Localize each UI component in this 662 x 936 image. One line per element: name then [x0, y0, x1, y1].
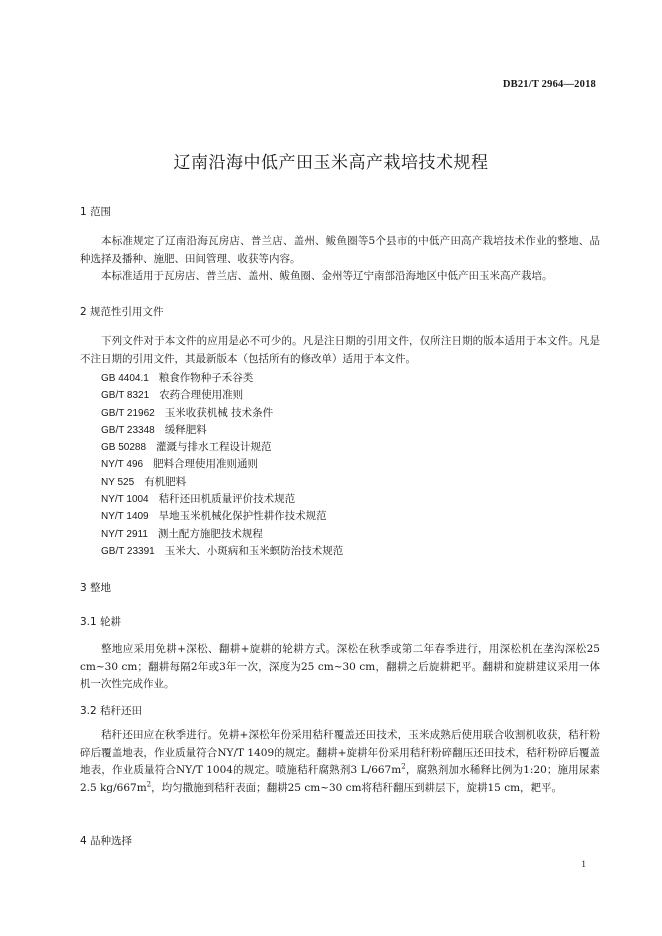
subsection-heading-rotation: 3.1 轮耕 [80, 616, 122, 628]
reference-item [101, 543, 343, 560]
reference-list [101, 370, 343, 560]
standard-code: DB21/T 2964—2018 [502, 79, 596, 90]
reference-title: 秸秆还田机质量评价技术规范 [158, 493, 296, 506]
reference-item [101, 526, 343, 543]
reference-title: 玉米大、小斑病和玉米螟防治技术规范 [164, 544, 344, 557]
reference-title: 缓释肥料 [164, 423, 207, 436]
reference-title: 肥料合理使用准则通则 [153, 458, 259, 471]
document-title: 辽南沿海中低产田玉米高产栽培技术规程 [173, 153, 489, 173]
references-intro: 下列文件对于本文件的应用是必不可少的。凡是注日期的引用文件，仅所注日期的版本适用于本文件。凡是不注日期的引用文件，其最新版本（包括所有的修改单）适用于本文件。 [80, 335, 600, 365]
reference-code: GB 4404.1 [101, 373, 149, 384]
reference-item [101, 422, 343, 439]
section-heading-variety: 4 品种选择 [80, 835, 133, 847]
straw-return-text-3: ，均匀撒施到秸秆表面；翻耕25 cm~30 cm将秸秆翻压到耕层下，旋耕15 cm，耙平。 [151, 781, 563, 794]
subsection-heading-straw-return: 3.2 秸秆还田 [80, 705, 143, 717]
reference-code: GB/T 21962 [101, 407, 155, 419]
scope-paragraph-1: 本标准规定了辽南沿海瓦房店、普兰店、盖州、鲅鱼圈等5个县市的中低产田高产栽培技术作业的整地、品种选择及播种、施肥、田间管理、收获等内容。 [80, 235, 600, 265]
reference-item [101, 439, 343, 456]
reference-code: GB/T 23348 [101, 424, 155, 436]
reference-item [101, 474, 343, 491]
straw-return-paragraph [80, 727, 600, 797]
section-heading-land-prep: 3 整地 [80, 582, 112, 594]
reference-title: 农药合理使用准则 [159, 389, 244, 402]
reference-code: NY 525 [101, 476, 135, 488]
reference-item [101, 370, 343, 387]
reference-item [101, 387, 343, 404]
superscript-1: 2 [401, 762, 406, 771]
reference-code: GB/T 23391 [101, 545, 155, 557]
section-heading-references: 2 规范性引用文件 [80, 306, 164, 318]
rotation-paragraph: 整地应采用免耕+深松、翻耕+旋耕的轮耕方式。深松在秋季或第二年春季进行，用深松机在垄沟深松25 cm~30 cm；翻耕每隔2年或3年一次，深度为25 cm~30 cm，翻耕之后旋耕耙平。翻耕和旋耕建议采用一体机一次性完成作业。 [80, 643, 600, 690]
section-heading-scope: 1 范围 [80, 206, 112, 218]
reference-code: NY/T 496 [101, 459, 144, 471]
reference-title: 旱地玉米机械化保护性耕作技术规范 [158, 510, 327, 523]
reference-title: 灌溉与排水工程设计规范 [156, 441, 272, 454]
reference-item [101, 491, 343, 508]
reference-item [101, 456, 343, 473]
reference-title: 有机肥料 [144, 475, 187, 488]
reference-title: 粮食作物种子禾谷类 [158, 372, 254, 384]
reference-code: GB 50288 [101, 442, 147, 454]
straw-return-text-1: 秸秆还田应在秋季进行。免耕+深松年份采用秸秆覆盖还田技术，玉米成熟后使用联合收割机收获，秸秆粉碎后覆盖地表，作业质量符合NY/T 1409的规定。翻耕+旋耕年份采用秸秆粉碎翻压还田技术，秸秆粉碎后覆盖地表，作业质量符合NY/T 1004的规定。喷施秸秆腐熟剂3 L/667m [80, 729, 600, 776]
superscript-2: 2 [146, 780, 152, 788]
reference-title: 测土配方施肥技术规程 [157, 527, 263, 540]
reference-code: GB/T 8321 [101, 390, 150, 402]
reference-code: NY/T 1004 [101, 494, 149, 506]
reference-code: NY/T 1409 [101, 511, 149, 523]
straw-return-text-2: ，腐熟剂加水稀释比例为1:20；施用尿素2.5 kg/667m [80, 764, 600, 794]
reference-code: NY/T 2911 [101, 528, 148, 540]
scope-paragraph-2: 本标准适用于瓦房店、普兰店、盖州、鲅鱼圈、金州等辽宁南部沿海地区中低产田玉米高产栽培。 [101, 270, 553, 282]
reference-item [101, 405, 343, 422]
page-number: 1 [581, 860, 586, 870]
reference-title: 玉米收获机械 技术条件 [164, 406, 274, 419]
reference-item [101, 508, 343, 525]
